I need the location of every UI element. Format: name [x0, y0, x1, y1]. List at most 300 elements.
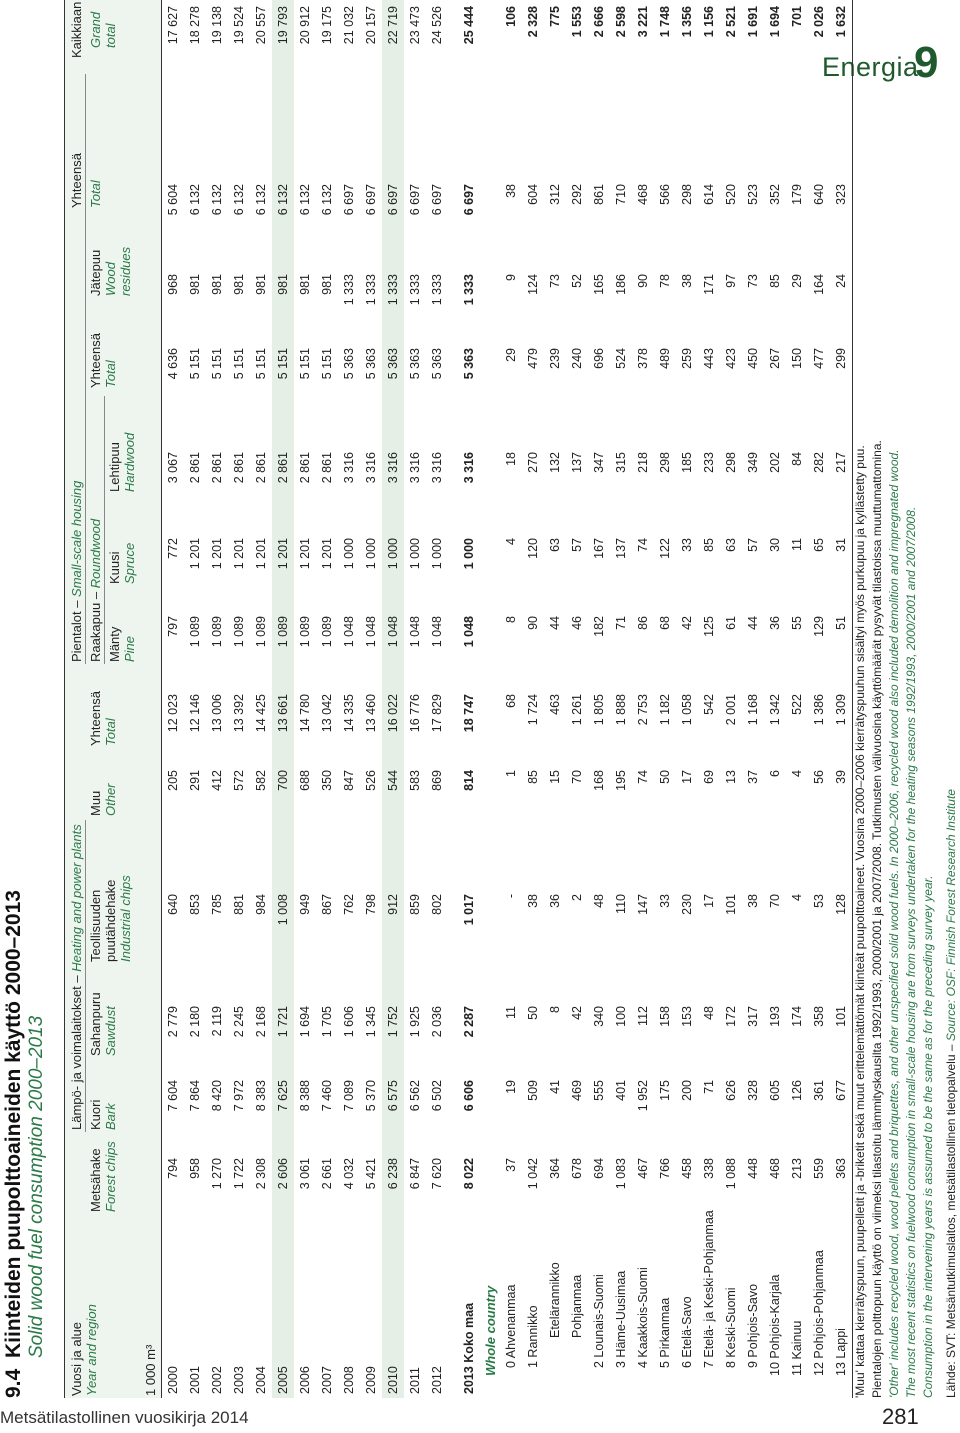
cell: 1 042: [526, 1158, 540, 1190]
cell: 11: [790, 538, 804, 551]
cell: 5 370: [364, 1080, 378, 1112]
cell: 7 620: [430, 1158, 444, 1190]
cell: 2 606: [276, 1158, 290, 1190]
cell: 1 333: [342, 274, 356, 306]
cell: 3 316: [386, 452, 400, 484]
cell: 38: [504, 184, 518, 198]
cell: 1 201: [254, 538, 268, 570]
cell: 1 089: [232, 616, 246, 648]
cell: 44: [746, 616, 760, 630]
cell: 762: [342, 894, 356, 915]
note-4: The most recent statistics on fuelwood consumption in small-scale housing are from surveys undertaken for the heating seasons 1992/1993, 2000/2001 and 2007/2008.: [904, 506, 918, 1398]
table-row: [544, 0, 566, 1398]
cell: 640: [166, 894, 180, 915]
cell: 52: [570, 274, 584, 288]
cell: 6 697: [462, 184, 476, 216]
header-small-en: Small-scale housing: [69, 480, 84, 597]
row-label: 2003: [232, 1366, 246, 1394]
cell: 3 221: [636, 6, 650, 38]
cell: 240: [570, 348, 584, 369]
cell: 361: [812, 1080, 826, 1101]
header-small: [69, 481, 84, 662]
table-row: [360, 0, 382, 1398]
cell: 14 335: [342, 694, 356, 733]
cell: 16 776: [408, 694, 422, 733]
cell: 17: [702, 894, 716, 908]
cell: 1 048: [408, 616, 422, 648]
cell: 37: [746, 770, 760, 784]
cell: 3 316: [430, 452, 444, 484]
cell: 981: [298, 274, 312, 295]
table-row-total: [458, 0, 480, 1398]
table-row: [500, 0, 522, 1398]
cell: 2 245: [232, 1006, 246, 1038]
cell: 479: [526, 348, 540, 369]
col3-en2: Industrial chips: [118, 875, 133, 962]
row-label: 2012: [430, 1366, 444, 1394]
cell: 179: [790, 184, 804, 205]
cell: 378: [636, 348, 650, 369]
cell: 1 925: [408, 1006, 422, 1038]
cell: 2 521: [724, 6, 738, 38]
section-label: Energia: [822, 52, 919, 82]
cell: 458: [680, 1158, 694, 1179]
cell: 2 036: [430, 1006, 444, 1038]
cell: 1 724: [526, 694, 540, 726]
cell: 7 972: [232, 1080, 246, 1112]
cell: 4: [790, 770, 804, 777]
cell: 2 026: [812, 6, 826, 38]
cell: 853: [188, 894, 202, 915]
cell: 583: [408, 770, 422, 791]
cell: 1 168: [746, 694, 760, 726]
cell: 13 392: [232, 694, 246, 733]
cell: 949: [298, 894, 312, 915]
cell: 71: [702, 1080, 716, 1094]
table-row: [610, 0, 632, 1398]
cell: 18: [504, 452, 518, 466]
cell: 1 000: [462, 538, 476, 570]
cell: 13 460: [364, 694, 378, 733]
cell: 4 032: [342, 1158, 356, 1190]
table-row: [654, 0, 676, 1398]
cell: 19 793: [276, 6, 290, 45]
cell: 24: [834, 274, 848, 288]
page-number: 281: [882, 1404, 919, 1429]
cell: 566: [658, 184, 672, 205]
cell: 50: [526, 1006, 540, 1020]
header-grand-fi: Kaikkiaan: [69, 1, 84, 58]
cell: 12 023: [166, 694, 180, 733]
table-row: [720, 0, 742, 1398]
round-rule: [104, 396, 105, 664]
table-row: [338, 0, 360, 1398]
cell: 2 861: [254, 452, 268, 484]
cell: 317: [746, 1006, 760, 1027]
cell: 230: [680, 894, 694, 915]
cell: 412: [210, 770, 224, 791]
cell: 1 691: [746, 6, 760, 38]
cell: 31: [834, 538, 848, 552]
cell: 164: [812, 274, 826, 295]
cell: 70: [768, 894, 782, 908]
cell: 349: [746, 452, 760, 473]
cell: 859: [408, 894, 422, 915]
cell: 200: [680, 1080, 694, 1101]
col10-fi: Jätepuu: [88, 249, 103, 296]
cell: 6 132: [232, 184, 246, 216]
cell: 182: [592, 616, 606, 637]
table-number: 9.4: [2, 1368, 25, 1398]
cell: 112: [636, 1006, 650, 1026]
data-table: [64, 0, 853, 1398]
row-label: 4 Kaakkois-Suomi: [636, 1267, 650, 1368]
cell: 6 132: [320, 184, 334, 216]
cell: 523: [746, 184, 760, 205]
cell: 19 138: [210, 6, 224, 45]
cell: 13 042: [320, 694, 334, 733]
cell: 147: [636, 894, 650, 915]
table-row: [522, 0, 544, 1398]
col2-fi: Sahanpuru: [88, 992, 103, 1056]
cell: 14 425: [254, 694, 268, 733]
table-notes: [852, 8, 960, 1398]
cell: 1 000: [364, 538, 378, 570]
row-label: 0 Ahvenanmaa: [504, 1284, 518, 1368]
cell: 443: [702, 348, 716, 369]
cell: 340: [592, 1006, 606, 1027]
cell: 8 420: [210, 1080, 224, 1112]
cell: 5 151: [298, 348, 312, 380]
col4-en: Other: [103, 783, 118, 816]
cell: 205: [166, 770, 180, 791]
region-rows: [500, 0, 853, 1398]
cell: 158: [658, 1006, 672, 1027]
row-label: 9 Pohjois-Savo: [746, 1283, 760, 1368]
cell: 2 861: [276, 452, 290, 484]
cell: 312: [548, 184, 562, 205]
cell: 3 067: [166, 452, 180, 484]
cell: 1 089: [320, 616, 334, 648]
cell: 1 048: [364, 616, 378, 648]
cell: 6 132: [298, 184, 312, 216]
col11-en: Total: [88, 180, 103, 208]
cell: 5 363: [408, 348, 422, 380]
cell: 298: [724, 452, 738, 473]
cell: 68: [504, 694, 518, 708]
cell: 24 526: [430, 6, 444, 45]
cell: 700: [276, 770, 290, 791]
total-2013: [458, 0, 480, 1398]
cell: 42: [680, 616, 694, 630]
cell: 5 151: [210, 348, 224, 380]
cell: 5 604: [166, 184, 180, 216]
col7-fi: Kuusi: [107, 551, 122, 584]
cell: 19 175: [320, 6, 334, 45]
cell: 37: [504, 1158, 518, 1172]
cell: 132: [548, 452, 562, 473]
cell: 2 661: [320, 1158, 334, 1190]
cell: 1 201: [276, 538, 290, 570]
cell: 85: [702, 538, 716, 552]
row-label: 2005: [276, 1366, 290, 1394]
cell: 423: [724, 348, 738, 369]
cell: 129: [812, 616, 826, 637]
cell: 1 000: [386, 538, 400, 570]
cell: 20 912: [298, 6, 312, 45]
cell: 106: [504, 6, 518, 27]
cell: 61: [724, 616, 738, 630]
cell: 17 829: [430, 694, 444, 733]
table-row: [272, 0, 294, 1398]
cell: 101: [834, 1006, 848, 1027]
cell: 7 625: [276, 1080, 290, 1112]
row-label: 8 Keski-Suomi: [724, 1287, 738, 1368]
cell: 2 861: [298, 452, 312, 484]
source-line: [943, 8, 960, 1398]
cell: 259: [680, 348, 694, 369]
cell: 468: [636, 184, 650, 205]
col8-fi: Lehtipuu: [107, 442, 122, 492]
cell: 798: [364, 894, 378, 915]
cell: 981: [232, 274, 246, 295]
row-label: 2008: [342, 1366, 356, 1394]
cell: 2 287: [462, 1006, 476, 1038]
cell: 48: [592, 894, 606, 908]
cell: 847: [342, 770, 356, 791]
cell: 16 022: [386, 694, 400, 733]
cell: 100: [614, 1006, 628, 1027]
cell: 542: [702, 694, 716, 715]
header-grand-en2: total: [103, 23, 118, 48]
cell: 3 316: [342, 452, 356, 484]
cell: 1 156: [702, 6, 716, 38]
cell: 217: [834, 452, 848, 473]
cell: 167: [592, 538, 606, 559]
cell: 1 309: [834, 694, 848, 726]
cell: 4: [504, 538, 518, 545]
cell: 509: [526, 1080, 540, 1101]
cell: 12 146: [188, 694, 202, 733]
cell: 124: [526, 274, 540, 295]
cell: 1 356: [680, 6, 694, 38]
cell: 1 632: [834, 6, 848, 38]
cell: 126: [790, 1080, 804, 1101]
cell: 522: [790, 694, 804, 715]
cell: 5 151: [254, 348, 268, 380]
cell: 544: [386, 770, 400, 791]
cell: 1 386: [812, 694, 826, 726]
cell: 270: [526, 452, 540, 473]
cell: 1 952: [636, 1080, 650, 1112]
cell: 6 575: [386, 1080, 400, 1112]
cell: 315: [614, 452, 628, 473]
cell: 6 847: [408, 1158, 422, 1190]
header-round: [88, 519, 103, 662]
whole-country-heading: Whole country: [483, 1285, 498, 1376]
table-row: [676, 0, 698, 1398]
table-title: [2, 890, 26, 1398]
cell: 5 151: [232, 348, 246, 380]
cell: 981: [188, 274, 202, 295]
cell: 292: [570, 184, 584, 205]
cell: 1 721: [276, 1006, 290, 1038]
row-label: 2004: [254, 1366, 268, 1394]
col2-en: Sawdust: [103, 1006, 118, 1056]
cell: 450: [746, 348, 760, 369]
note-3: 'Other' includes recycled wood, wood pellets and briquettes, and other unspecified solid wood fuels. In 2000–2006, recycled wood also included demolition and impregnated wood.: [887, 449, 901, 1398]
table-title-fi: Kiinteiden puupolttoaineiden käyttö 2000–2013: [2, 890, 25, 1358]
cell: 5 151: [276, 348, 290, 380]
cell: 122: [658, 538, 672, 559]
cell: 2 753: [636, 694, 650, 726]
cell: 172: [724, 1006, 738, 1027]
row-label: Etelärannikko: [548, 1262, 562, 1338]
cell: 1 083: [614, 1158, 628, 1190]
cell: 2 861: [210, 452, 224, 484]
cell: 1 048: [342, 616, 356, 648]
cell: 5 363: [462, 348, 476, 380]
cell: 1 000: [342, 538, 356, 570]
cell: 15: [548, 770, 562, 784]
cell: 559: [812, 1158, 826, 1179]
cell: 1 201: [232, 538, 246, 570]
cell: 6 132: [210, 184, 224, 216]
cell: 463: [548, 694, 562, 715]
cell: 350: [320, 770, 334, 791]
cell: 36: [768, 616, 782, 630]
cell: 2 119: [210, 1006, 224, 1037]
table-row: [382, 0, 404, 1398]
cell: 710: [614, 184, 628, 205]
table-row: [830, 0, 852, 1398]
row-label: 2006: [298, 1366, 312, 1394]
cell: 323: [834, 184, 848, 205]
cell: 299: [834, 348, 848, 369]
header-unit: 1 000 m³: [143, 1344, 158, 1396]
cell: 86: [636, 616, 650, 630]
cell: 794: [166, 1158, 180, 1179]
cell: 1 201: [320, 538, 334, 570]
cell: 38: [746, 894, 760, 908]
cell: 51: [834, 616, 848, 630]
cell: 168: [592, 770, 606, 791]
cell: 604: [526, 184, 540, 205]
cell: 22 719: [386, 6, 400, 45]
table-row: [294, 0, 316, 1398]
cell: 981: [210, 274, 224, 295]
cell: 968: [166, 274, 180, 295]
cell: 5 363: [430, 348, 444, 380]
cell: 25 444: [462, 6, 476, 45]
cell: 6 697: [386, 184, 400, 216]
cell: 2 666: [592, 6, 606, 38]
cell: 13: [724, 770, 738, 784]
row-label: 2007: [320, 1366, 334, 1394]
cell: 1 261: [570, 694, 584, 726]
header-region-fi: Vuosi ja alue: [69, 1322, 84, 1396]
source-fi: Lähde: SVT: Metsäntutkimuslaitos, metsätilastollinen tietopalvelu –: [944, 1044, 958, 1398]
cell: 20 557: [254, 6, 268, 45]
cell: 468: [768, 1158, 782, 1179]
cell: 101: [724, 894, 738, 915]
row-label: 13 Lappi: [834, 1328, 848, 1376]
cell: 3 316: [364, 452, 378, 484]
cell: 202: [768, 452, 782, 473]
col6-fi: Mänty: [107, 626, 122, 662]
cell: 17 627: [166, 6, 180, 45]
cell: 2 308: [254, 1158, 268, 1190]
cell: 174: [790, 1006, 804, 1027]
cell: 814: [462, 770, 476, 791]
cell: 165: [592, 274, 606, 295]
cell: 63: [724, 538, 738, 552]
table-header: [64, 0, 162, 1398]
cell: 73: [548, 274, 562, 288]
cell: -: [504, 894, 518, 899]
cell: 42: [570, 1006, 584, 1020]
cell: 6 238: [386, 1158, 400, 1190]
cell: 46: [570, 616, 584, 630]
cell: 861: [592, 184, 606, 205]
table-row: [162, 0, 184, 1398]
cell: 233: [702, 452, 716, 473]
cell: 53: [812, 894, 826, 908]
cell: 678: [570, 1158, 584, 1179]
cell: 1 333: [386, 274, 400, 306]
cell: 90: [526, 616, 540, 630]
header-grand-en: Grand: [88, 11, 103, 48]
cell: 1 606: [342, 1006, 356, 1038]
row-label: 2000: [166, 1366, 180, 1394]
cell: 1 088: [724, 1158, 738, 1190]
cell: 677: [834, 1080, 848, 1101]
cell: 869: [430, 770, 444, 791]
cell: 74: [636, 538, 650, 552]
cell: 38: [526, 894, 540, 908]
cell: 1 089: [276, 616, 290, 648]
table-row: [566, 0, 588, 1398]
source-en: Source: OSF: Finnish Forest Research Institute: [944, 789, 958, 1042]
cell: 18 747: [462, 694, 476, 733]
cell: 2: [570, 894, 584, 901]
cell: 347: [592, 452, 606, 473]
cell: 6 132: [276, 184, 290, 216]
cell: 185: [680, 452, 694, 473]
cell: 640: [812, 184, 826, 205]
header-plants-fi: Lämpö- ja voimalaitokset –: [69, 975, 84, 1130]
table-row: [588, 0, 610, 1398]
cell: 8 388: [298, 1080, 312, 1112]
cell: 6 606: [462, 1080, 476, 1112]
cell: 867: [320, 894, 334, 915]
cell: 881: [232, 894, 246, 915]
cell: 1 553: [570, 6, 584, 38]
cell: 555: [592, 1080, 606, 1101]
cell: 1 008: [276, 894, 290, 926]
cell: 18 278: [188, 6, 202, 45]
cell: 150: [790, 348, 804, 369]
cell: 13 006: [210, 694, 224, 733]
cell: 193: [768, 1006, 782, 1027]
cell: 6 132: [254, 184, 268, 216]
cell: 8 383: [254, 1080, 268, 1112]
cell: 298: [658, 452, 672, 473]
cell: 696: [592, 348, 606, 369]
cell: 6 697: [408, 184, 422, 216]
plants-rule: [85, 820, 86, 1132]
cell: 1 694: [298, 1006, 312, 1038]
